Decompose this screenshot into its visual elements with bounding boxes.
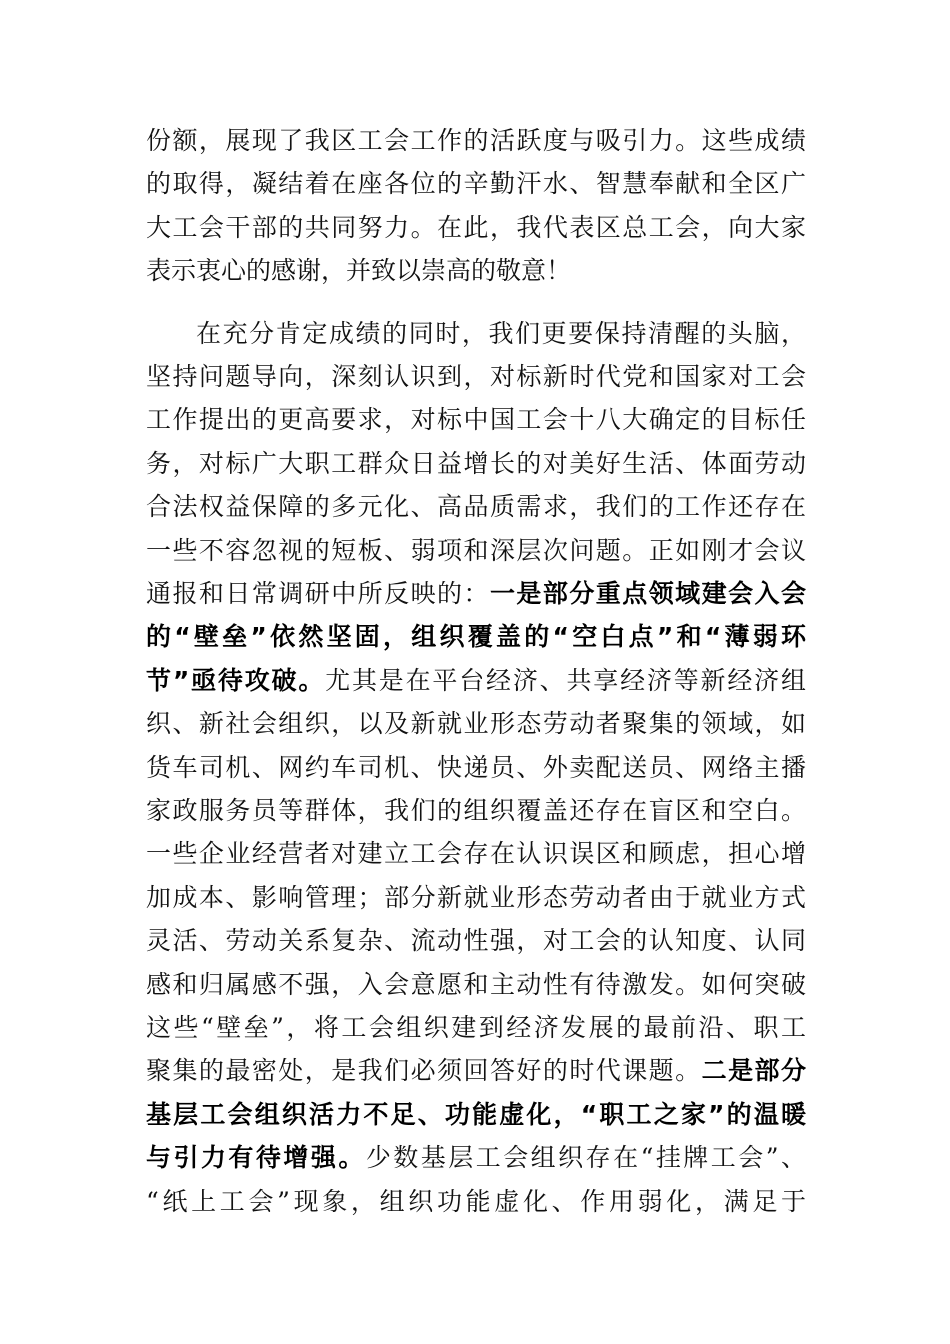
text-line	[146, 444, 806, 484]
text-line	[146, 834, 806, 874]
bold-text: 二是部分	[701, 1056, 806, 1086]
text-line	[146, 251, 806, 291]
bold-text: 节”亟待攻破。	[146, 665, 326, 695]
body-text: 一些企业经营者对建立工会存在认识误区和顾虑，担心增	[146, 839, 806, 869]
body-text: 聚集的最密处，是我们必须回答好的时代课题。	[146, 1056, 702, 1086]
body-text: 织、新社会组织，以及新就业形态劳动者聚集的领域，如	[146, 709, 806, 739]
body-text: 灵活、劳动关系复杂、流动性强，对工会的认知度、认同	[146, 926, 806, 956]
body-text: 大工会干部的共同努力。在此，我代表区总工会，向大家	[146, 212, 806, 242]
text-line	[146, 748, 806, 788]
body-text: 尤其是在平台经济、共享经济等新经济组	[325, 665, 806, 695]
text-line	[146, 965, 806, 1005]
body-text: 务，对标广大职工群众日益增长的对美好生活、体面劳动	[146, 448, 806, 478]
bold-text: 与引力有待增强。	[146, 1143, 366, 1173]
body-text: 加成本、影响管理；部分新就业形态劳动者由于就业方式	[146, 882, 806, 912]
text-line	[146, 704, 806, 744]
body-text: 坚持问题导向，深刻认识到，对标新时代党和国家对工会	[146, 362, 806, 391]
body-text: 工作提出的更高要求，对标中国工会十八大确定的目标任	[146, 405, 806, 435]
text-line	[146, 400, 806, 440]
body-text: 在充分肯定成绩的同时，我们更要保持清醒的头脑，	[196, 318, 806, 348]
text-line	[146, 617, 806, 657]
text-line	[146, 1051, 806, 1091]
body-text: 份额，展现了我区工会工作的活跃度与吸引力。这些成绩	[146, 126, 806, 155]
text-line	[146, 791, 806, 831]
body-text: 货车司机、网约车司机、快递员、外卖配送员、网络主播	[146, 752, 806, 782]
text-line	[146, 164, 806, 204]
bold-text: 一是部分重点领域建会入会	[489, 579, 806, 608]
text-line	[146, 661, 806, 701]
text-line	[146, 921, 806, 961]
body-text: 一些不容忽视的短板、弱项和深层次问题。正如刚才会议	[146, 535, 806, 565]
text-line	[146, 1138, 806, 1178]
text-line	[146, 357, 806, 397]
text-line	[146, 878, 806, 918]
body-text: 家政服务员等群体，我们的组织覆盖还存在盲区和空白。	[146, 796, 806, 825]
text-line	[146, 121, 806, 161]
body-text: 的取得，凝结着在座各位的辛勤汗水、智慧奉献和全区广	[146, 169, 806, 199]
bold-text: 基层工会组织活力不足、功能虚化，“职工之家”的温暖	[146, 1099, 806, 1129]
body-text: 感和归属感不强，入会意愿和主动性有待激发。如何突破	[146, 969, 806, 999]
text-line	[196, 314, 806, 354]
text-line	[146, 574, 806, 614]
body-text: 少数基层工会组织存在“挂牌工会”、	[365, 1143, 806, 1173]
text-line	[146, 1095, 806, 1135]
text-line	[146, 531, 806, 571]
text-line	[146, 1008, 806, 1048]
text-line	[146, 208, 806, 248]
body-text: 这些“壁垒”，将工会组织建到经济发展的最前沿、职工	[146, 1013, 806, 1042]
bold-text: 的“壁垒”依然坚固，组织覆盖的“空白点”和“薄弱环	[146, 622, 806, 652]
body-text: 通报和日常调研中所反映的：	[146, 579, 490, 608]
body-text: 合法权益保障的多元化、高品质需求，我们的工作还存在	[146, 492, 806, 522]
body-text: “纸上工会”现象，组织功能虚化、作用弱化，满足于	[146, 1186, 806, 1216]
text-line	[146, 487, 806, 527]
body-text: 表示衷心的感谢，并致以崇高的敬意！	[146, 256, 572, 286]
text-line	[146, 1182, 806, 1222]
